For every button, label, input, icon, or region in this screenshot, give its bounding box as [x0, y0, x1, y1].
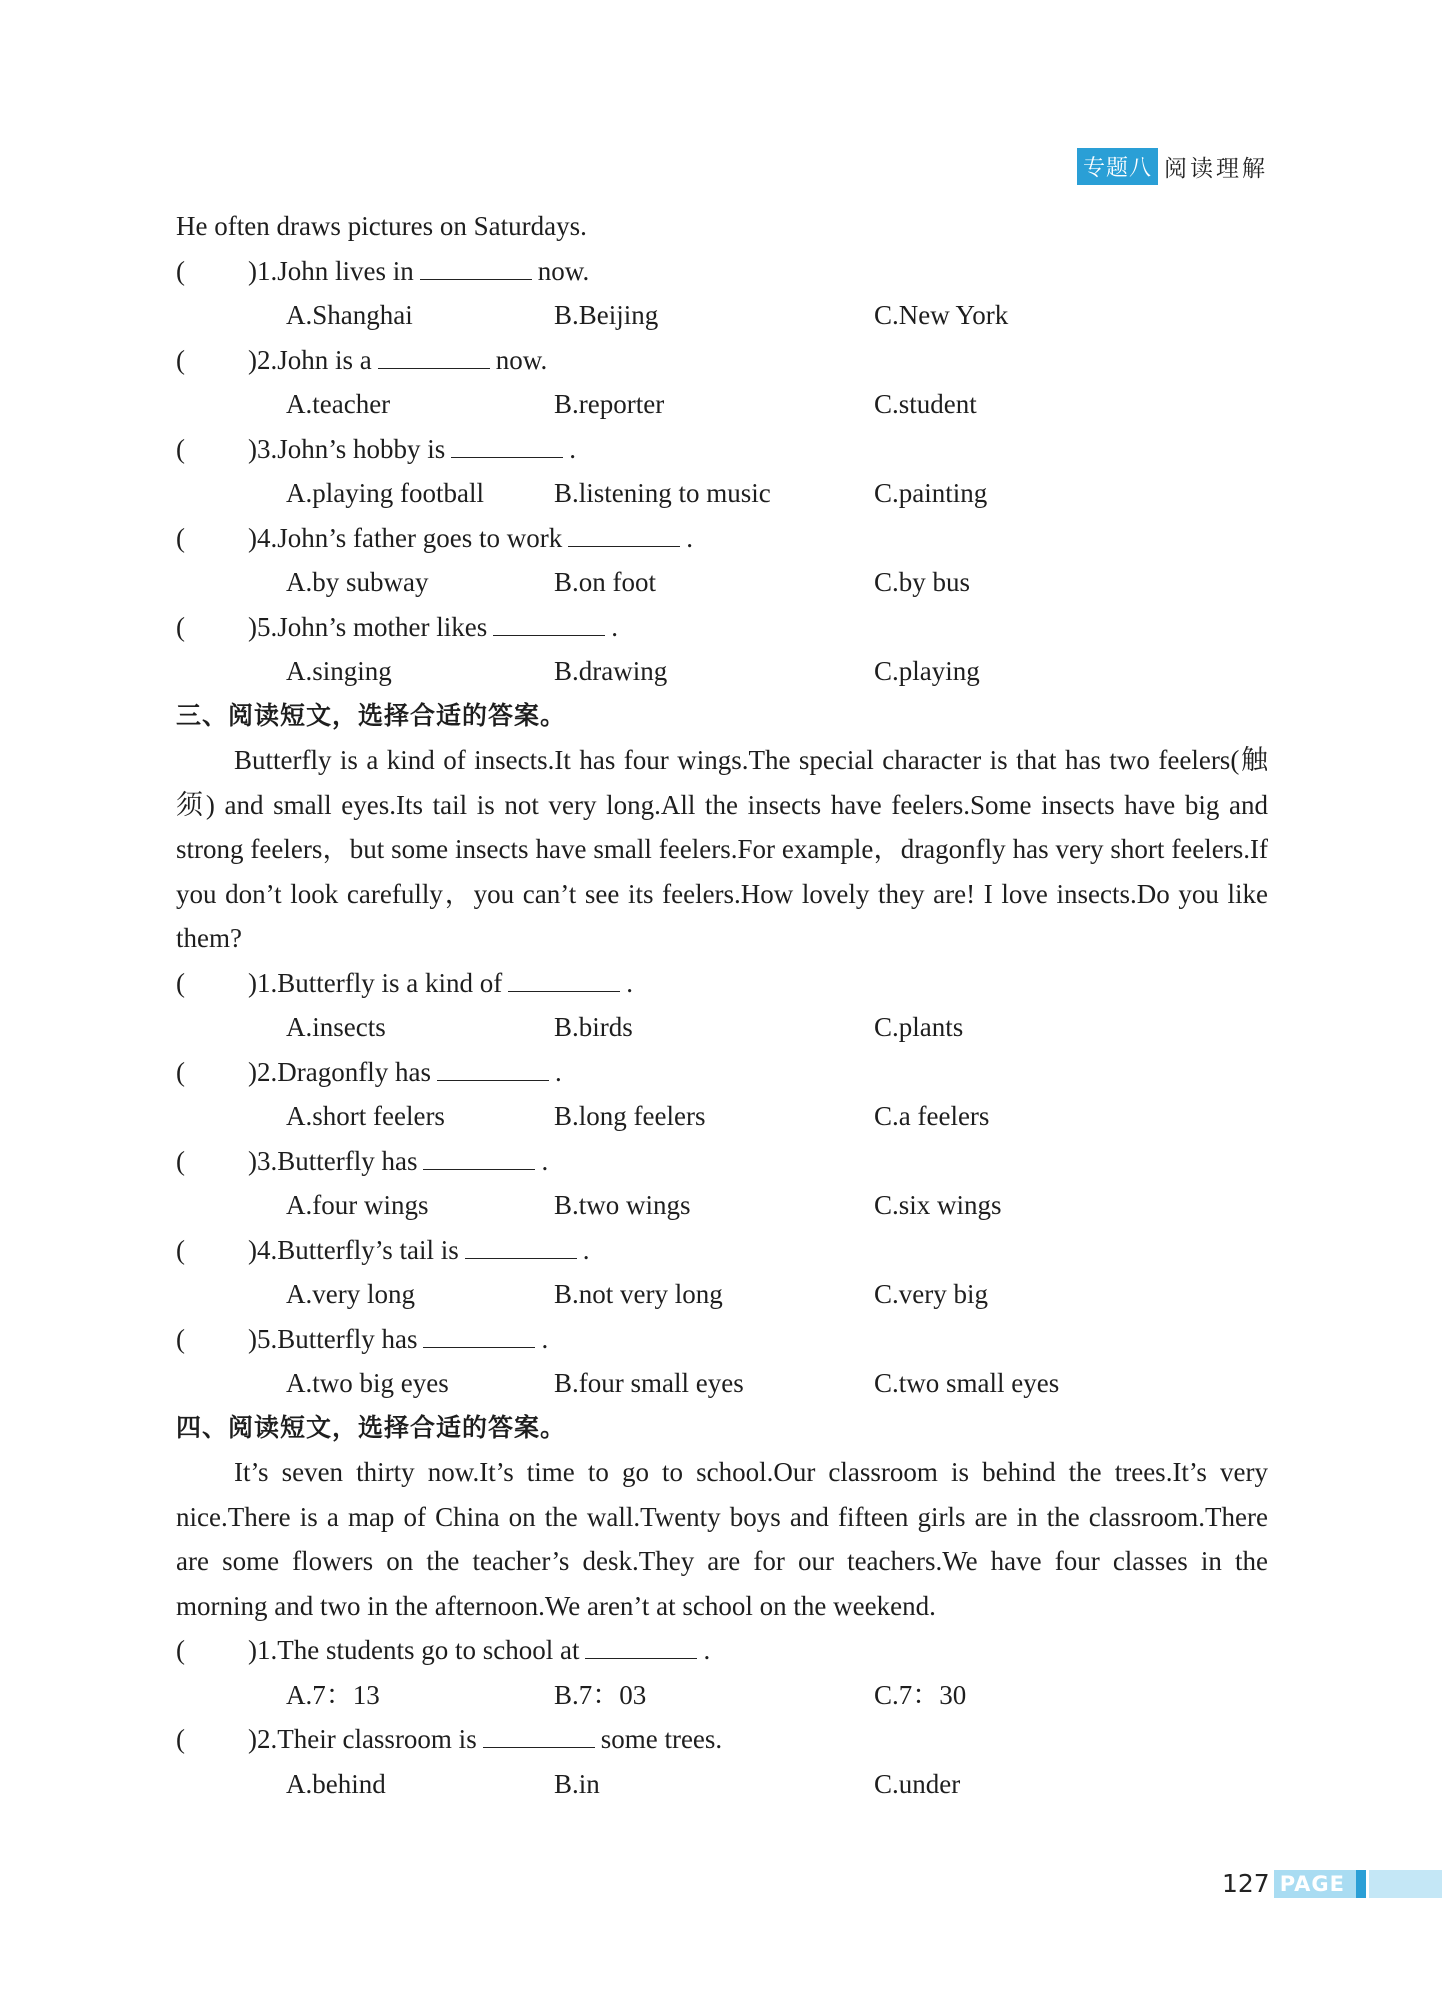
option-c[interactable]: C.New York [874, 300, 1009, 330]
option-c[interactable]: C.student [874, 389, 977, 419]
question-text [248, 1139, 548, 1184]
answer-blank[interactable] [451, 431, 563, 458]
option-c[interactable]: C.playing [874, 656, 980, 686]
answer-paren[interactable]: ( [176, 611, 185, 642]
option-c[interactable]: C.two small eyes [874, 1368, 1060, 1398]
answer-paren[interactable]: ( [176, 1056, 185, 1087]
question-line [176, 249, 1268, 294]
page-bar-accent [1356, 1870, 1366, 1898]
answer-paren[interactable]: ( [176, 433, 185, 464]
option-c[interactable]: C.six wings [874, 1190, 1002, 1220]
option-b[interactable]: B.drawing [554, 656, 668, 686]
option-a[interactable]: A.behind [286, 1768, 386, 1799]
option-a[interactable]: A.playing football [286, 478, 484, 508]
question-text [248, 249, 589, 294]
options-line [176, 1272, 1268, 1317]
section4-questions [176, 1628, 1268, 1806]
question-tail: . [554, 1056, 562, 1087]
question-text [248, 1717, 722, 1762]
question-text [248, 961, 633, 1006]
options-line [176, 293, 1268, 338]
section4-passage: It’s seven thirty now.It’s time to go to school.Our classroom is behind the trees.It’s very nice.There is a map of China on the wall.Twenty boys and fifteen girls are in the classroom.There are some flowers on the teacher’s desk.They are for our teachers.We have four classes in the morning and two in the afternoon.We aren’t at school on the weekend. [176, 1457, 1268, 1621]
option-a[interactable]: A.insects [286, 1012, 386, 1042]
question-text [248, 605, 618, 650]
question-stem: )1.The students go to school at [248, 1635, 580, 1665]
question-stem: )2.John is a [248, 344, 372, 375]
options-line [176, 1762, 1268, 1807]
option-b[interactable]: B.in [554, 1768, 600, 1799]
page-number: 127 [1222, 1869, 1270, 1898]
option-b[interactable]: B.long feelers [554, 1101, 706, 1131]
question-stem: )4.John’s father goes to work [248, 522, 563, 553]
question-line [176, 1228, 1268, 1273]
question-stem: )1.John lives in [248, 255, 414, 286]
question-line [176, 516, 1268, 561]
part2-questions [176, 249, 1268, 694]
question-text [248, 427, 576, 472]
answer-blank[interactable] [585, 1632, 697, 1659]
question-line [176, 1317, 1268, 1362]
question-tail: . [703, 1635, 711, 1665]
answer-blank[interactable] [420, 253, 532, 280]
options-line [176, 1361, 1268, 1406]
answer-paren[interactable]: ( [176, 967, 185, 998]
option-b[interactable]: B.birds [554, 1012, 633, 1042]
option-a[interactable]: A.Shanghai [286, 300, 413, 330]
question-tail: some trees. [600, 1724, 723, 1754]
option-a[interactable]: A.four wings [286, 1190, 429, 1220]
question-tail: . [569, 433, 577, 464]
question-stem: )1.Butterfly is a kind of [248, 967, 503, 998]
answer-paren[interactable]: ( [176, 255, 185, 286]
question-tail: . [686, 522, 693, 553]
question-line [176, 961, 1268, 1006]
section3-questions [176, 961, 1268, 1406]
page-content [176, 204, 1268, 1806]
question-tail: . [626, 967, 633, 998]
answer-blank[interactable] [493, 609, 605, 636]
option-c[interactable]: C.under [874, 1768, 961, 1799]
question-text [248, 1628, 710, 1673]
question-tail: now. [495, 344, 548, 375]
options-line [176, 1673, 1268, 1718]
answer-blank[interactable] [423, 1321, 535, 1348]
option-c[interactable]: C.7：30 [874, 1679, 967, 1710]
option-b[interactable]: B.two wings [554, 1190, 691, 1220]
answer-paren[interactable]: ( [176, 522, 185, 553]
question-stem: )5.John’s mother likes [248, 611, 488, 642]
section3-heading: 三、阅读短文，选择合适的答案。 [176, 700, 567, 730]
options-line [176, 382, 1268, 427]
question-stem: )2.Dragonfly has [248, 1056, 431, 1087]
answer-blank[interactable] [378, 342, 490, 369]
question-stem: )5.Butterfly has [248, 1323, 418, 1354]
question-text [248, 1317, 548, 1362]
page-label: PAGE [1279, 1871, 1346, 1896]
question-tail: . [582, 1234, 590, 1265]
question-stem: )3.Butterfly has [248, 1145, 418, 1176]
option-a[interactable]: A.by subway [286, 567, 429, 597]
question-line [176, 1050, 1268, 1095]
question-tail: . [541, 1145, 549, 1176]
question-tail: . [611, 611, 618, 642]
options-line [176, 1183, 1268, 1228]
question-line [176, 605, 1268, 650]
options-line [176, 1094, 1268, 1139]
intro-line: He often draws pictures on Saturdays. [176, 211, 587, 241]
option-a[interactable]: A.two big eyes [286, 1368, 449, 1398]
answer-paren[interactable]: ( [176, 1145, 185, 1176]
answer-blank[interactable] [568, 520, 680, 547]
option-b[interactable]: B.on foot [554, 567, 657, 597]
question-tail: now. [537, 255, 590, 286]
answer-paren[interactable]: ( [176, 344, 185, 375]
options-line [176, 1005, 1268, 1050]
question-text [248, 1228, 589, 1273]
option-b[interactable]: B.not very long [554, 1279, 723, 1309]
option-a[interactable]: A.teacher [286, 389, 391, 419]
option-c[interactable]: C.very big [874, 1279, 988, 1309]
answer-blank[interactable] [483, 1721, 595, 1748]
option-a[interactable]: A.7：13 [286, 1679, 380, 1710]
question-text [248, 1050, 562, 1095]
option-c[interactable]: C.a feelers [874, 1101, 990, 1131]
question-stem: )3.John’s hobby is [248, 433, 446, 464]
question-stem: )2.Their classroom is [248, 1724, 477, 1754]
answer-paren[interactable]: ( [176, 1635, 185, 1665]
question-text [248, 516, 693, 561]
options-line [176, 560, 1268, 605]
option-a[interactable]: A.singing [286, 656, 392, 686]
answer-blank[interactable] [423, 1143, 535, 1170]
answer-blank[interactable] [437, 1054, 549, 1081]
section3-passage: Butterfly is a kind of insects.It has four wings.The special character is that has two feelers(触须) and small eyes.Its tail is not very long.All the insects have feelers.Some insects have big and strong feelers，but some insects have small feelers.For example，dragonfly has very short feelers.If you don’t look carefully，you can’t see its feelers.How lovely they are! I love insects.Do you like them? [176, 745, 1268, 953]
answer-blank[interactable] [465, 1232, 577, 1259]
question-line [176, 427, 1268, 472]
option-a[interactable]: A.short feelers [286, 1101, 445, 1131]
option-b[interactable]: B.Beijing [554, 300, 659, 330]
question-line [176, 1139, 1268, 1184]
page-bar-tail [1369, 1870, 1442, 1898]
answer-paren[interactable]: ( [176, 1323, 185, 1354]
page-header [1077, 148, 1268, 185]
page-footer [1222, 1869, 1442, 1898]
topic-tag: 专题八 [1077, 148, 1158, 185]
section4-heading: 四、阅读短文，选择合适的答案。 [176, 1412, 567, 1442]
question-tail: . [541, 1323, 549, 1354]
question-line [176, 1717, 1268, 1762]
option-c[interactable]: C.painting [874, 478, 988, 508]
option-c[interactable]: C.plants [874, 1012, 964, 1042]
question-line [176, 338, 1268, 383]
options-line [176, 471, 1268, 516]
option-b[interactable]: B.four small eyes [554, 1368, 744, 1398]
page-label-bar [1274, 1870, 1356, 1898]
option-b[interactable]: B.7：03 [554, 1679, 647, 1710]
answer-paren[interactable]: ( [176, 1724, 185, 1754]
options-line [176, 649, 1268, 694]
option-b[interactable]: B.listening to music [554, 478, 771, 508]
question-text [248, 338, 547, 383]
question-stem: )4.Butterfly’s tail is [248, 1234, 459, 1265]
option-c[interactable]: C.by bus [874, 567, 971, 597]
answer-blank[interactable] [508, 965, 620, 992]
question-line [176, 1628, 1268, 1673]
topic-title: 阅读理解 [1164, 156, 1268, 182]
answer-paren[interactable]: ( [176, 1234, 185, 1265]
option-b[interactable]: B.reporter [554, 389, 665, 419]
option-a[interactable]: A.very long [286, 1279, 415, 1309]
